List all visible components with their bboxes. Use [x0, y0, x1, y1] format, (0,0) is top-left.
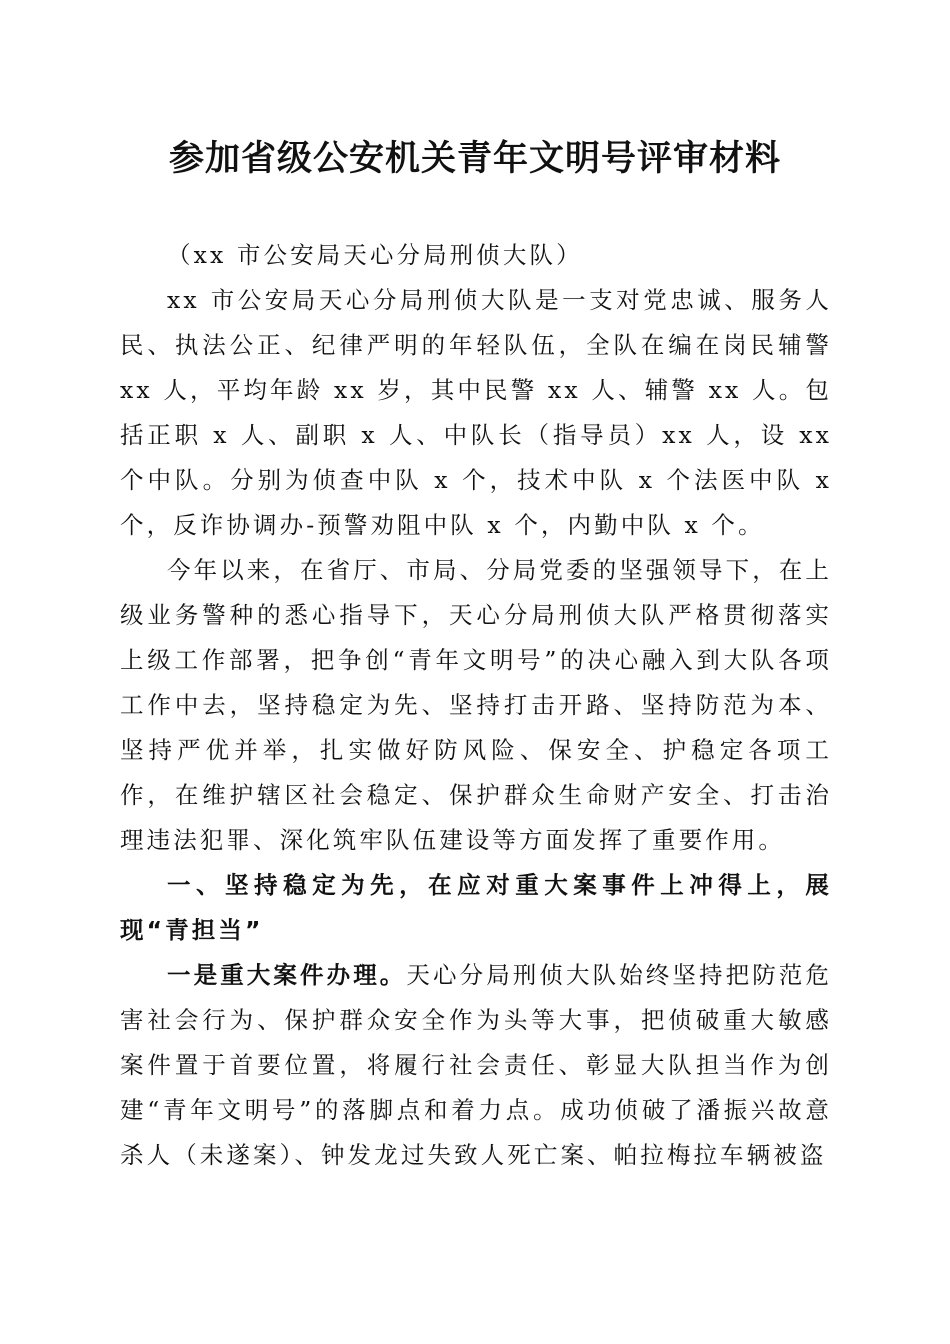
subtitle: （xx 市公安局天心分局刑侦大队）	[167, 241, 583, 269]
paragraph-major-cases	[120, 953, 832, 1178]
section-heading-1: 一、坚持稳定为先，在应对重大案事件上冲得上，展现“青担当”	[120, 871, 832, 944]
paragraph-intro: xx 市公安局天心分局刑侦大队是一支对党忠诚、服务人民、执法公正、纪律严明的年轻队伍，全队在编在岗民辅警 xx 人，平均年龄 xx 岁，其中民警 xx 人、辅警 xx 人。包括正职 x 人、副职 x 人、中队长（指导员）xx 人，设 xx 个中队。分别为侦查中队 x 个，技术中队 x 个法医中队 x 个，反诈协调办-预警劝阻中队 x 个，内勤中队 x 个。	[120, 286, 832, 539]
document-title: 参加省级公安机关青年文明号评审材料	[168, 138, 781, 179]
paragraph-overview: 今年以来，在省厅、市局、分局党委的坚强领导下，在上级业务警种的悉心指导下，天心分局刑侦大队严格贯彻落实上级工作部署，把争创“青年文明号”的决心融入到大队各项工作中去，坚持稳定为先、坚持打击开路、坚持防范为本、坚持严优并举，扎实做好防风险、保安全、护稳定各项工作，在维护辖区社会稳定、保护群众生命财产安全、打击治理违法犯罪、深化筑牢队伍建设等方面发挥了重要作用。	[120, 556, 832, 854]
document-body	[120, 233, 832, 1178]
paragraph-lead: 一是重大案件办理。	[167, 961, 407, 989]
paragraph-body: 天心分局刑侦大队始终坚持把防范危害社会行为、保护群众安全作为头等大事，把侦破重大敏感案件置于首要位置，将履行社会责任、彰显大队担当作为创建“青年文明号”的落脚点和着力点。成功侦破了潘振兴故意杀人（未遂案）、钟发龙过失致人死亡案、帕拉梅拉车辆被盗	[120, 961, 833, 1169]
